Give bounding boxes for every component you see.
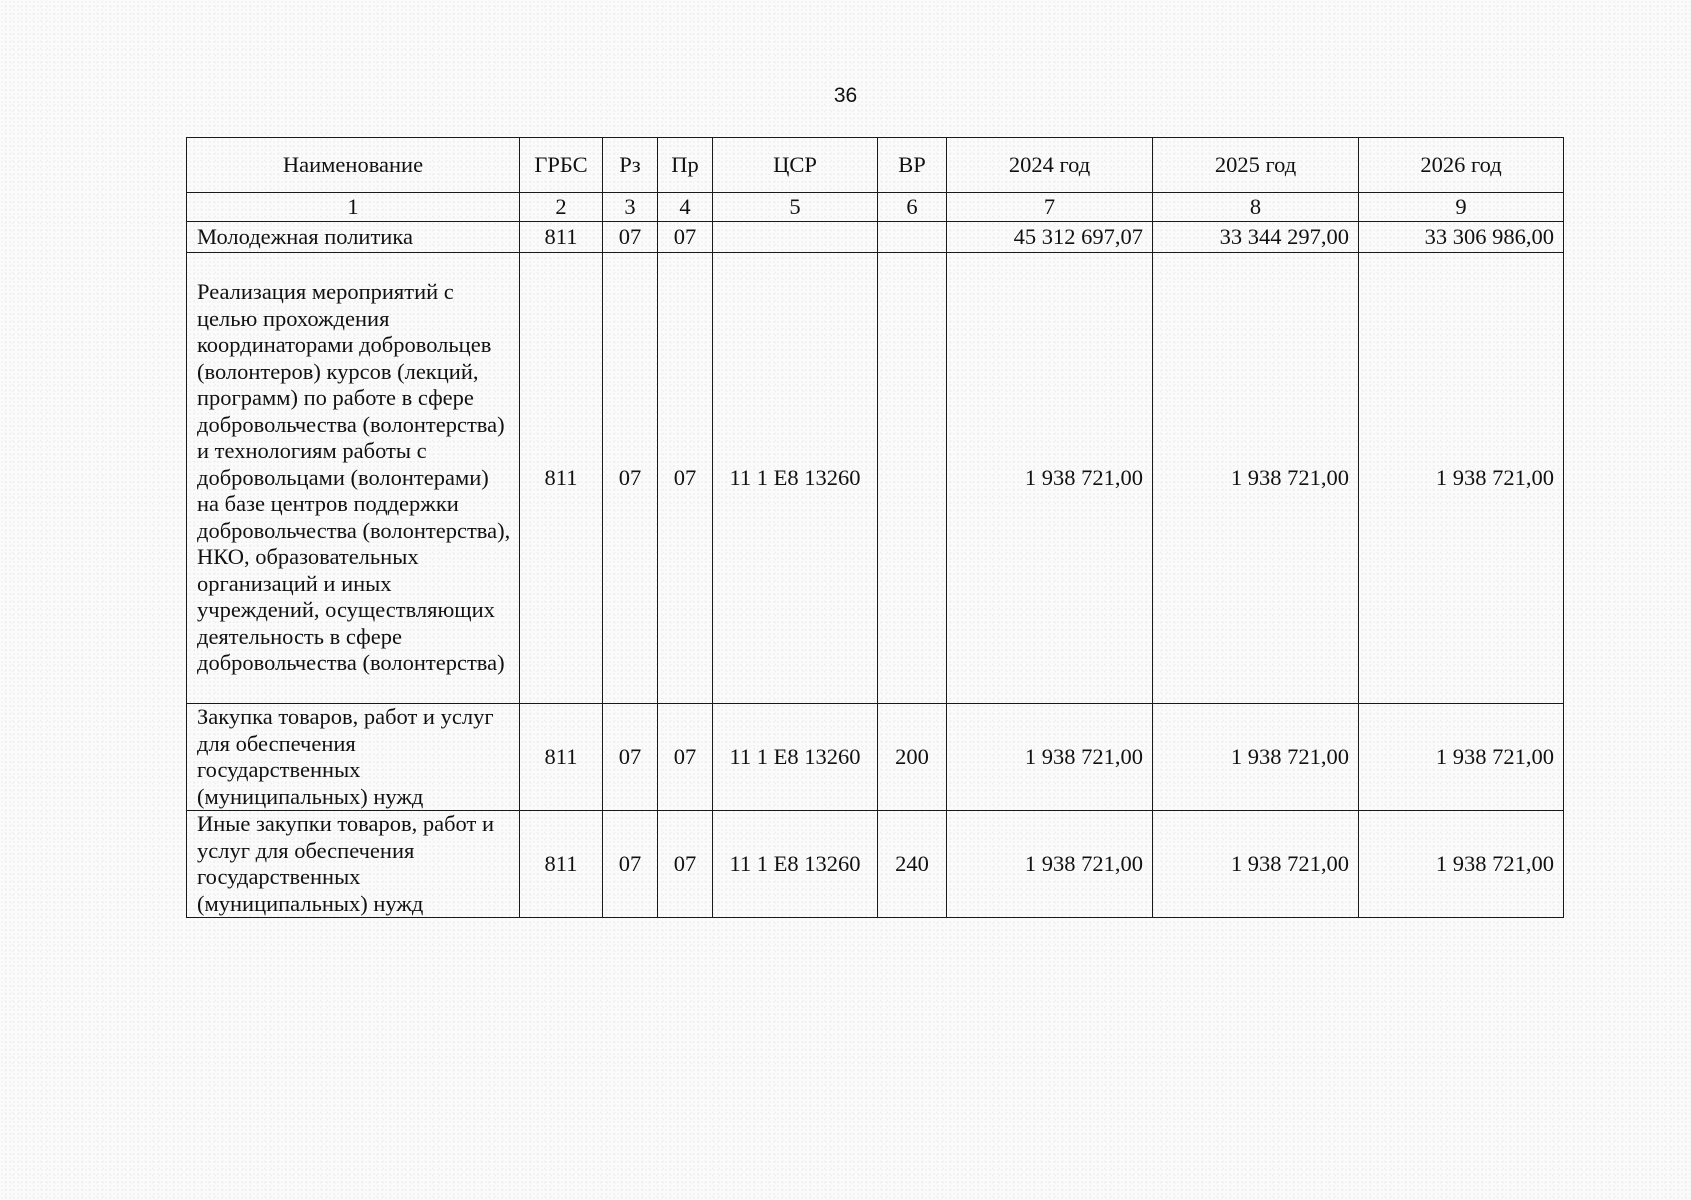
row-name: Молодежная политика (187, 222, 520, 253)
row-amount-2024: 1 938 721,00 (947, 704, 1153, 811)
row-amount-2025: 1 938 721,00 (1153, 704, 1359, 811)
row-amount-2024: 1 938 721,00 (947, 811, 1153, 918)
table-row (187, 704, 1564, 811)
row-amount-2024: 45 312 697,07 (947, 222, 1153, 253)
table-row (187, 222, 1564, 253)
row-amount-2025: 1 938 721,00 (1153, 811, 1359, 918)
table-row (187, 811, 1564, 918)
column-number: 3 (603, 193, 658, 222)
column-number: 8 (1153, 193, 1359, 222)
column-number: 1 (187, 193, 520, 222)
header-2024: 2024 год (947, 138, 1153, 193)
column-number-row (187, 193, 1564, 222)
row-rz: 07 (603, 704, 658, 811)
row-grbs: 811 (520, 704, 603, 811)
header-pr: Пр (658, 138, 713, 193)
row-amount-2024: 1 938 721,00 (947, 253, 1153, 704)
row-pr: 07 (658, 253, 713, 704)
page-number: 36 (833, 84, 858, 107)
row-amount-2026: 1 938 721,00 (1359, 253, 1564, 704)
row-vr (878, 222, 947, 253)
header-name: Наименование (187, 138, 520, 193)
column-number: 9 (1359, 193, 1564, 222)
row-name: Реализация мероприятий с целью прохождения координаторами добровольцев (волонтеров) курсов (лекций, программ) по работе в сфере добровольчества (волонтерства) и технологиям работы с добровольцами (волонтерами) на базе центров поддержки добровольчества (волонтерства), НКО, образовательных организаций и иных учреждений, осуществляющих деятельность в сфере добровольчества (волонтерства) (187, 253, 520, 704)
row-amount-2026: 33 306 986,00 (1359, 222, 1564, 253)
row-amount-2025: 33 344 297,00 (1153, 222, 1359, 253)
row-vr: 200 (878, 704, 947, 811)
header-vr: ВР (878, 138, 947, 193)
row-rz: 07 (603, 811, 658, 918)
column-number: 2 (520, 193, 603, 222)
row-vr: 240 (878, 811, 947, 918)
column-number: 4 (658, 193, 713, 222)
column-number: 6 (878, 193, 947, 222)
row-csr: 11 1 E8 13260 (713, 811, 878, 918)
row-grbs: 811 (520, 253, 603, 704)
row-csr: 11 1 E8 13260 (713, 253, 878, 704)
row-pr: 07 (658, 704, 713, 811)
column-number: 7 (947, 193, 1153, 222)
header-grbs: ГРБС (520, 138, 603, 193)
table-header-row (187, 138, 1564, 193)
header-rz: Рз (603, 138, 658, 193)
budget-table (186, 137, 1564, 918)
row-amount-2026: 1 938 721,00 (1359, 704, 1564, 811)
row-csr (713, 222, 878, 253)
header-2025: 2025 год (1153, 138, 1359, 193)
row-csr: 11 1 E8 13260 (713, 704, 878, 811)
row-grbs: 811 (520, 811, 603, 918)
row-amount-2025: 1 938 721,00 (1153, 253, 1359, 704)
column-number: 5 (713, 193, 878, 222)
row-pr: 07 (658, 811, 713, 918)
row-name: Иные закупки товаров, работ и услуг для обеспечения государственных (муниципальных) нужд (187, 811, 520, 918)
row-vr (878, 253, 947, 704)
header-2026: 2026 год (1359, 138, 1564, 193)
row-rz: 07 (603, 253, 658, 704)
row-amount-2026: 1 938 721,00 (1359, 811, 1564, 918)
row-grbs: 811 (520, 222, 603, 253)
row-pr: 07 (658, 222, 713, 253)
row-name: Закупка товаров, работ и услуг для обеспечения государственных (муниципальных) нужд (187, 704, 520, 811)
table-row (187, 253, 1564, 704)
header-csr: ЦСР (713, 138, 878, 193)
row-rz: 07 (603, 222, 658, 253)
